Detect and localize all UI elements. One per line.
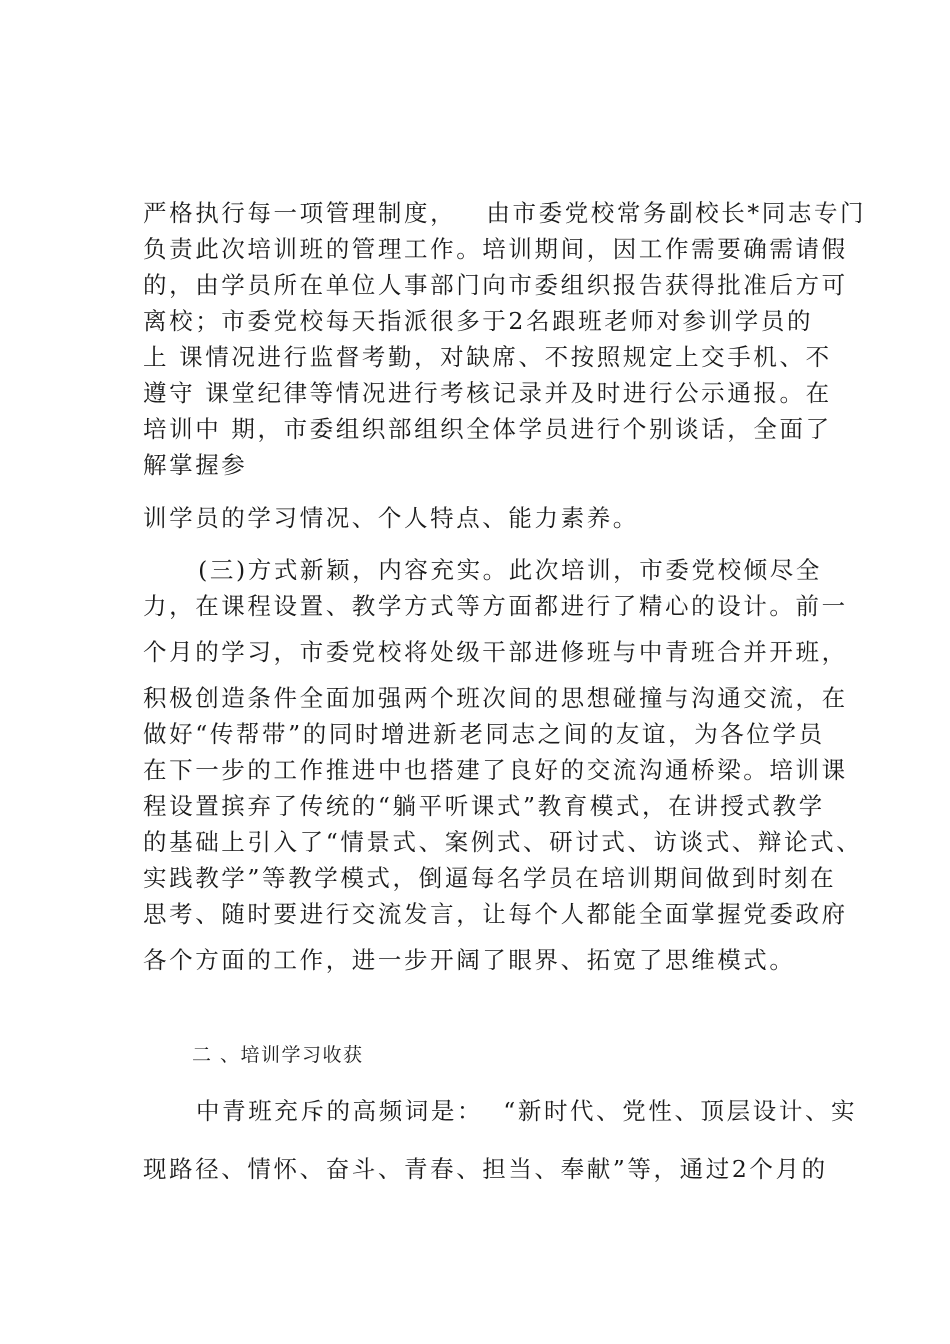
text-line: 实践教学”等教学模式，倒逼每名学员在培训期间做到时刻在 bbox=[143, 864, 837, 892]
text-line: 训学员的学习情况、个人特点、能力素养。 bbox=[143, 504, 639, 532]
text-line: 积极创造条件全面加强两个班次间的思想碰撞与沟通交流，在 bbox=[143, 684, 848, 712]
text-line: 严格执行每一项管理制度， 由市委党校常务副校长*同志专门 bbox=[143, 199, 867, 227]
text-line: 遵守 课堂纪律等情况进行考核记录并及时进行公示通报。在 bbox=[143, 379, 832, 407]
section-heading: (三)方式新颖，内容充实。此次培训，市委党校倾尽全 bbox=[178, 556, 822, 584]
text-line: 中青班充斥的高频词是： “新时代、党性、顶层设计、实 bbox=[196, 1097, 858, 1125]
text-line: 个月的学习，市委党校将处级干部进修班与中青班合并开班， bbox=[143, 638, 848, 666]
text-line: 的基础上引入了“情景式、案例式、研讨式、访谈式、辩论式、 bbox=[143, 828, 863, 856]
text-line: 离校；市委党校每天指派很多于2名跟班老师对参训学员的 bbox=[143, 307, 814, 335]
text-line: 现路径、情怀、奋斗、青春、担当、奉献”等，通过2个月的 bbox=[143, 1155, 828, 1183]
text-line: 解掌握参 bbox=[143, 451, 248, 479]
text-line: 负责此次培训班的管理工作。培训期间，因工作需要确需请假 bbox=[143, 235, 848, 263]
text-line: 上 课情况进行监督考勤，对缺席、不按照规定上交手机、不 bbox=[143, 343, 832, 371]
text-line: 力，在课程设置、教学方式等方面都进行了精心的设计。前一 bbox=[143, 592, 848, 620]
text-line: 做好“传帮带”的同时增进新老同志之间的友谊，为各位学员 bbox=[143, 720, 825, 748]
text-line: 程设置摈弃了传统的“躺平听课式”教育模式，在讲授式教学 bbox=[143, 792, 825, 820]
text-line: 培训中 期，市委组织部组织全体学员进行个别谈话，全面了 bbox=[143, 415, 832, 443]
section-heading: 二 、培训学习收获 bbox=[192, 1044, 364, 1066]
text-line: 在下一步的工作推进中也搭建了良好的交流沟通桥梁。培训课 bbox=[143, 756, 848, 784]
text-line: 思考、随时要进行交流发言，让每个人都能全面掌握党委政府 bbox=[143, 900, 848, 928]
text-line: 各个方面的工作，进一步开阔了眼界、拓宽了思维模式。 bbox=[143, 946, 796, 974]
text-line: 的，由学员所在单位人事部门向市委组织报告获得批准后方可 bbox=[143, 271, 848, 299]
